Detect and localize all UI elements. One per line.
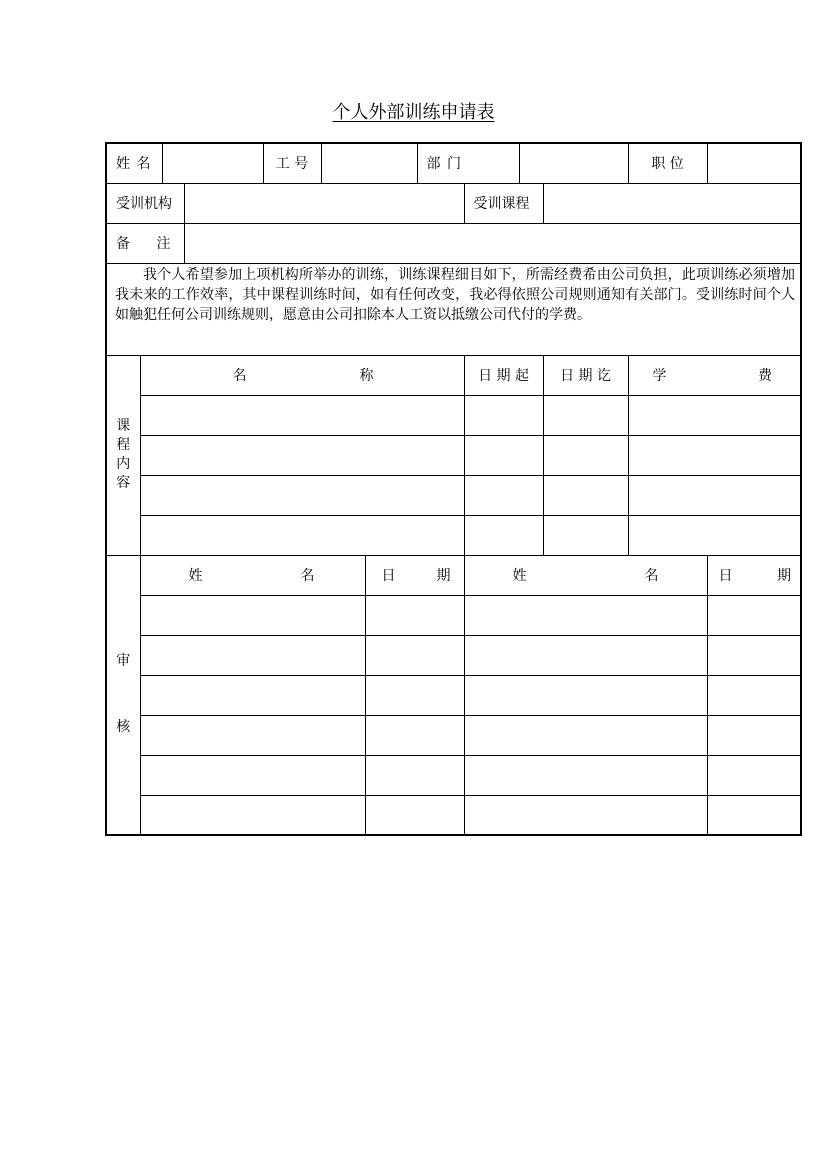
course-end-cell[interactable] [543,435,628,475]
name-label: 姓 名 [106,143,162,183]
review-row [106,635,801,675]
review-date-cell[interactable] [365,635,464,675]
course-start-cell[interactable] [464,395,543,435]
remarks-row [106,223,801,263]
review-date-cell[interactable] [707,795,801,835]
institution-field[interactable] [184,183,464,223]
review-date-cell[interactable] [365,595,464,635]
review-row [106,795,801,835]
remarks-label [106,223,184,263]
review-date-cell[interactable] [707,755,801,795]
reviewer-name-header-2-b: 名 [644,568,659,584]
remarks-field[interactable] [184,223,801,263]
employee-no-field[interactable] [321,143,417,183]
course-label-char: 内 [116,456,131,472]
reviewer-name-cell[interactable] [140,675,365,715]
review-date-header-2 [707,555,801,595]
application-form [105,142,802,836]
review-date-cell[interactable] [365,755,464,795]
end-date-header: 日 期 讫 [543,355,628,395]
review-row [106,715,801,755]
course-row [106,515,801,555]
review-date-cell[interactable] [707,675,801,715]
review-date-header-1-b: 期 [436,568,451,584]
reviewer-name-cell[interactable] [140,755,365,795]
course-name-cell[interactable] [140,395,464,435]
review-date-cell[interactable] [707,595,801,635]
reviewer-name-header-1 [140,555,365,595]
course-fee-cell[interactable] [628,515,801,555]
review-date-header-2-b: 期 [777,568,792,584]
review-date-header-2-a: 日 [718,568,733,584]
remarks-label-a: 备 [116,236,131,252]
reviewer-name-cell[interactable] [140,715,365,755]
course-start-cell[interactable] [464,475,543,515]
training-info-row [106,183,801,223]
review-header-row [106,555,801,595]
review-date-cell[interactable] [707,635,801,675]
course-label-char: 容 [116,475,131,491]
reviewer-name-cell[interactable] [464,795,707,835]
course-label: 受训课程 [464,183,543,223]
course-end-cell[interactable] [543,515,628,555]
course-start-cell[interactable] [464,515,543,555]
course-name-header-a: 名 [232,368,247,384]
fee-header [628,355,801,395]
course-name-cell[interactable] [140,515,464,555]
basic-info-row [106,143,801,183]
course-fee-cell[interactable] [628,435,801,475]
review-date-cell[interactable] [365,795,464,835]
reviewer-name-cell[interactable] [464,675,707,715]
reviewer-name-cell[interactable] [464,595,707,635]
course-name-cell[interactable] [140,475,464,515]
review-date-cell[interactable] [365,675,464,715]
course-start-cell[interactable] [464,435,543,475]
start-date-header: 日 期 起 [464,355,543,395]
course-end-cell[interactable] [543,475,628,515]
institution-label: 受训机构 [106,183,184,223]
position-label: 职 位 [628,143,707,183]
review-label-char: 核 [116,719,131,736]
declaration-row [106,263,801,355]
course-section-label [106,355,140,555]
review-date-cell[interactable] [707,715,801,755]
course-field[interactable] [543,183,801,223]
name-field[interactable] [162,143,263,183]
course-end-cell[interactable] [543,395,628,435]
course-row [106,395,801,435]
reviewer-name-cell[interactable] [140,595,365,635]
reviewer-name-cell[interactable] [140,795,365,835]
course-name-header [140,355,464,395]
department-field[interactable] [519,143,628,183]
review-section-label [106,555,140,835]
course-header-row [106,355,801,395]
review-date-header-1-a: 日 [381,568,396,584]
review-date-cell[interactable] [365,715,464,755]
course-row [106,435,801,475]
review-label-char: 审 [116,653,131,670]
remarks-label-b: 注 [156,236,172,252]
course-label-char: 课 [116,418,131,434]
reviewer-name-header-1-b: 名 [300,568,315,584]
reviewer-name-header-2 [464,555,707,595]
reviewer-name-cell[interactable] [464,715,707,755]
reviewer-name-header-1-a: 姓 [188,568,203,584]
course-fee-cell[interactable] [628,395,801,435]
fee-header-a: 学 [652,368,667,384]
reviewer-name-cell[interactable] [464,635,707,675]
department-label: 部 门 [417,143,519,183]
review-row [106,675,801,715]
declaration-text: 我个人希望参加上项机构所举办的训练，训练课程细目如下，所需经费希由公司负担，此项训练必须增加我未来的工作效率，其中课程训练时间，如有任何改变，我必得依照公司规则通知有关部门。受训练时间个人如触犯任何公司训练规则，愿意由公司扣除本人工资以抵缴公司代付的学费。 [106,263,801,355]
reviewer-name-cell[interactable] [140,635,365,675]
review-row [106,755,801,795]
course-name-header-b: 称 [359,368,374,384]
course-label-char: 程 [116,437,131,453]
reviewer-name-cell[interactable] [464,755,707,795]
title-text: 个人外部训练申请表 [332,102,495,123]
review-date-header-1 [365,555,464,595]
course-fee-cell[interactable] [628,475,801,515]
course-row [106,475,801,515]
position-field[interactable] [707,143,801,183]
course-name-cell[interactable] [140,435,464,475]
fee-header-b: 费 [758,368,773,384]
reviewer-name-header-2-a: 姓 [512,568,527,584]
page-title [0,101,827,125]
review-row [106,595,801,635]
employee-no-label: 工 号 [263,143,321,183]
